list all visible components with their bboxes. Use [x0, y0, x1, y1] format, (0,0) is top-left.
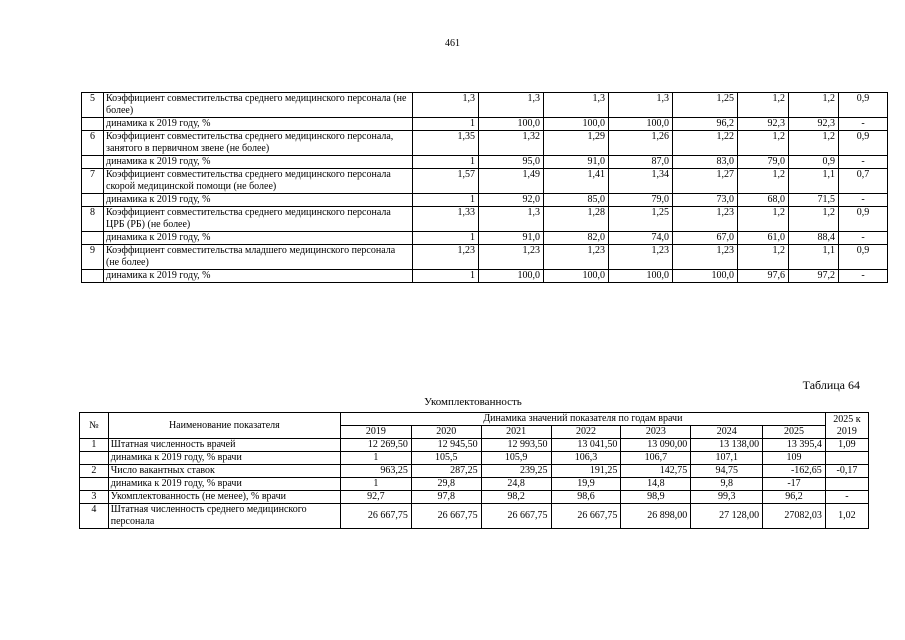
table-row [82, 169, 888, 194]
table-row [80, 465, 869, 478]
value-cell: 13 395,4 [763, 439, 826, 452]
value-cell: 1,29 [544, 131, 609, 156]
value-cell: 98,6 [551, 491, 621, 504]
value-cell: 96,2 [673, 118, 738, 131]
value-cell: 9,8 [691, 478, 763, 491]
value-cell: 87,0 [609, 156, 673, 169]
ratio-cell: - [825, 491, 868, 504]
value-cell: 19,9 [551, 478, 621, 491]
ratio-cell: 1,02 [825, 504, 868, 529]
indicator-name: Коэффициент совместительства среднего медицинского персонала, занятого в первичном звене (не более) [104, 131, 413, 156]
value-cell: 1 [340, 478, 411, 491]
ratio-cell: 0,7 [839, 169, 888, 194]
row-number [82, 232, 104, 245]
row-number: 4 [80, 504, 109, 529]
value-cell: 1,41 [544, 169, 609, 194]
indicator-name: Коэффициент совместительства среднего медицинского персонала скорой медицинской помощи (не более) [104, 169, 413, 194]
year-header: 2023 [621, 426, 691, 439]
table-title: Укомплектованность [424, 396, 522, 408]
value-cell: 142,75 [621, 465, 691, 478]
value-cell: 1,25 [673, 93, 738, 118]
value-cell: 24,8 [481, 478, 551, 491]
row-number: 6 [82, 131, 104, 156]
value-cell: 12 269,50 [340, 439, 411, 452]
value-cell: 29,8 [411, 478, 481, 491]
value-cell: 13 041,50 [551, 439, 621, 452]
table-row [82, 131, 888, 156]
value-cell: 100,0 [673, 270, 738, 283]
value-cell: 13 138,00 [691, 439, 763, 452]
value-cell: 92,3 [789, 118, 839, 131]
value-cell: 98,2 [481, 491, 551, 504]
ratio-cell: - [839, 270, 888, 283]
value-cell: 92,7 [340, 491, 411, 504]
year-header: 2025 [763, 426, 826, 439]
value-cell: 88,4 [789, 232, 839, 245]
row-number: 1 [80, 439, 109, 452]
year-header: 2019 [340, 426, 411, 439]
value-cell: 74,0 [609, 232, 673, 245]
header-dynamics: Динамика значений показателя по годам врачи [340, 413, 825, 426]
value-cell: 92,3 [738, 118, 789, 131]
value-cell: 1,23 [673, 207, 738, 232]
value-cell: 963,25 [340, 465, 411, 478]
value-cell: 96,2 [763, 491, 826, 504]
value-cell: 73,0 [673, 194, 738, 207]
value-cell: 1,2 [738, 245, 789, 270]
indicator-name: Штатная численность врачей [108, 439, 340, 452]
indicator-name: динамика к 2019 году, % [104, 270, 413, 283]
row-number [82, 118, 104, 131]
indicator-name: динамика к 2019 году, % [104, 118, 413, 131]
value-cell: 1 [413, 118, 479, 131]
table-caption: Таблица 64 [802, 378, 860, 392]
row-number [80, 478, 109, 491]
ratio-cell: - [839, 156, 888, 169]
ratio-cell: - [839, 118, 888, 131]
table-row [80, 439, 869, 452]
value-cell: 1,3 [609, 93, 673, 118]
value-cell: 1 [413, 232, 479, 245]
value-cell: 1,1 [789, 169, 839, 194]
value-cell: 100,0 [544, 270, 609, 283]
value-cell: 239,25 [481, 465, 551, 478]
value-cell: 1 [413, 156, 479, 169]
indicator-name: динамика к 2019 году, % врачи [108, 452, 340, 465]
ratio-cell: - [839, 194, 888, 207]
row-number [82, 156, 104, 169]
ratio-cell [825, 452, 868, 465]
header-2025-vs-2019: 2025 к 2019 [825, 413, 868, 439]
value-cell: 1,1 [789, 245, 839, 270]
value-cell: 1,2 [789, 207, 839, 232]
value-cell: 14,8 [621, 478, 691, 491]
value-cell: 99,3 [691, 491, 763, 504]
indicator-name: динамика к 2019 году, % [104, 194, 413, 207]
table-row [80, 504, 869, 529]
ratio-cell: - [839, 232, 888, 245]
table-row-dynamics [82, 232, 888, 245]
value-cell: 1,28 [544, 207, 609, 232]
value-cell: 12 993,50 [481, 439, 551, 452]
table-row [82, 93, 888, 118]
year-header: 2024 [691, 426, 763, 439]
value-cell: 1,57 [413, 169, 479, 194]
table-row-dynamics [80, 452, 869, 465]
value-cell: 106,7 [621, 452, 691, 465]
value-cell: 1,33 [413, 207, 479, 232]
value-cell: 12 945,50 [411, 439, 481, 452]
staffing-table [79, 412, 869, 529]
value-cell: 1,22 [673, 131, 738, 156]
indicator-name: Коэффициент совместительства среднего медицинского персонала (не более) [104, 93, 413, 118]
value-cell: 1,2 [738, 93, 789, 118]
row-number: 3 [80, 491, 109, 504]
value-cell: 1 [413, 270, 479, 283]
value-cell: 26 667,75 [340, 504, 411, 529]
value-cell: 105,9 [481, 452, 551, 465]
ratio-cell: 0,9 [839, 93, 888, 118]
row-number: 5 [82, 93, 104, 118]
value-cell: 97,6 [738, 270, 789, 283]
ratio-cell: 1,09 [825, 439, 868, 452]
indicator-name: Укомплектованность (не менее), % врачи [108, 491, 340, 504]
year-header: 2022 [551, 426, 621, 439]
value-cell: 1,2 [738, 169, 789, 194]
value-cell: -17 [763, 478, 826, 491]
value-cell: 287,25 [411, 465, 481, 478]
value-cell: 27082,03 [763, 504, 826, 529]
value-cell: 85,0 [544, 194, 609, 207]
value-cell: 68,0 [738, 194, 789, 207]
header-row-1 [80, 413, 869, 426]
value-cell: 109 [763, 452, 826, 465]
value-cell: 1 [340, 452, 411, 465]
ratio-cell: 0,9 [839, 245, 888, 270]
value-cell: 0,9 [789, 156, 839, 169]
value-cell: 1,23 [544, 245, 609, 270]
value-cell: 97,2 [789, 270, 839, 283]
indicator-name: Штатная численность среднего медицинского персонала [108, 504, 340, 529]
value-cell: 107,1 [691, 452, 763, 465]
value-cell: 61,0 [738, 232, 789, 245]
value-cell: -162,65 [763, 465, 826, 478]
value-cell: 92,0 [479, 194, 544, 207]
value-cell: 1,26 [609, 131, 673, 156]
row-number [80, 452, 109, 465]
row-number: 9 [82, 245, 104, 270]
value-cell: 79,0 [738, 156, 789, 169]
header-name: Наименование показателя [108, 413, 340, 439]
value-cell: 79,0 [609, 194, 673, 207]
value-cell: 1,35 [413, 131, 479, 156]
table-row [82, 207, 888, 232]
value-cell: 100,0 [479, 118, 544, 131]
year-header: 2021 [481, 426, 551, 439]
value-cell: 1,23 [609, 245, 673, 270]
value-cell: 1,3 [544, 93, 609, 118]
value-cell: 1,2 [789, 93, 839, 118]
value-cell: 100,0 [544, 118, 609, 131]
row-number: 7 [82, 169, 104, 194]
value-cell: 1,2 [789, 131, 839, 156]
value-cell: 1,27 [673, 169, 738, 194]
value-cell: 95,0 [479, 156, 544, 169]
table-row-dynamics [82, 194, 888, 207]
value-cell: 100,0 [609, 270, 673, 283]
table-row [80, 491, 869, 504]
value-cell: 1,3 [413, 93, 479, 118]
value-cell: 1,3 [479, 207, 544, 232]
value-cell: 13 090,00 [621, 439, 691, 452]
value-cell: 91,0 [544, 156, 609, 169]
value-cell: 98,9 [621, 491, 691, 504]
table-row-dynamics [82, 118, 888, 131]
value-cell: 94,75 [691, 465, 763, 478]
value-cell: 26 667,75 [411, 504, 481, 529]
ratio-cell: -0,17 [825, 465, 868, 478]
value-cell: 105,5 [411, 452, 481, 465]
value-cell: 71,5 [789, 194, 839, 207]
indicator-name: Число вакантных ставок [108, 465, 340, 478]
value-cell: 106,3 [551, 452, 621, 465]
page-number: 461 [445, 38, 460, 49]
value-cell: 67,0 [673, 232, 738, 245]
value-cell: 1,32 [479, 131, 544, 156]
value-cell: 91,0 [479, 232, 544, 245]
row-number [82, 270, 104, 283]
ratio-cell: 0,9 [839, 207, 888, 232]
header-num: № [80, 413, 109, 439]
indicator-name: динамика к 2019 году, % [104, 156, 413, 169]
top-table [81, 92, 888, 283]
value-cell: 1,2 [738, 207, 789, 232]
value-cell: 1,23 [479, 245, 544, 270]
value-cell: 26 898,00 [621, 504, 691, 529]
year-header: 2020 [411, 426, 481, 439]
value-cell: 1,34 [609, 169, 673, 194]
value-cell: 82,0 [544, 232, 609, 245]
table-row-dynamics [80, 478, 869, 491]
row-number [82, 194, 104, 207]
table-row [82, 245, 888, 270]
value-cell: 191,25 [551, 465, 621, 478]
indicator-name: Коэффициент совместительства младшего медицинского персонала (не более) [104, 245, 413, 270]
value-cell: 1,25 [609, 207, 673, 232]
ratio-cell [825, 478, 868, 491]
value-cell: 1,23 [413, 245, 479, 270]
indicator-name: динамика к 2019 году, % [104, 232, 413, 245]
row-number: 2 [80, 465, 109, 478]
value-cell: 1,49 [479, 169, 544, 194]
value-cell: 1 [413, 194, 479, 207]
indicator-name: Коэффициент совместительства среднего медицинского персонала ЦРБ (РБ) (не более) [104, 207, 413, 232]
row-number: 8 [82, 207, 104, 232]
value-cell: 27 128,00 [691, 504, 763, 529]
value-cell: 83,0 [673, 156, 738, 169]
value-cell: 26 667,75 [481, 504, 551, 529]
indicator-name: динамика к 2019 году, % врачи [108, 478, 340, 491]
table-row-dynamics [82, 156, 888, 169]
value-cell: 26 667,75 [551, 504, 621, 529]
value-cell: 100,0 [479, 270, 544, 283]
ratio-cell: 0,9 [839, 131, 888, 156]
value-cell: 97,8 [411, 491, 481, 504]
value-cell: 100,0 [609, 118, 673, 131]
value-cell: 1,2 [738, 131, 789, 156]
table-row-dynamics [82, 270, 888, 283]
value-cell: 1,23 [673, 245, 738, 270]
value-cell: 1,3 [479, 93, 544, 118]
